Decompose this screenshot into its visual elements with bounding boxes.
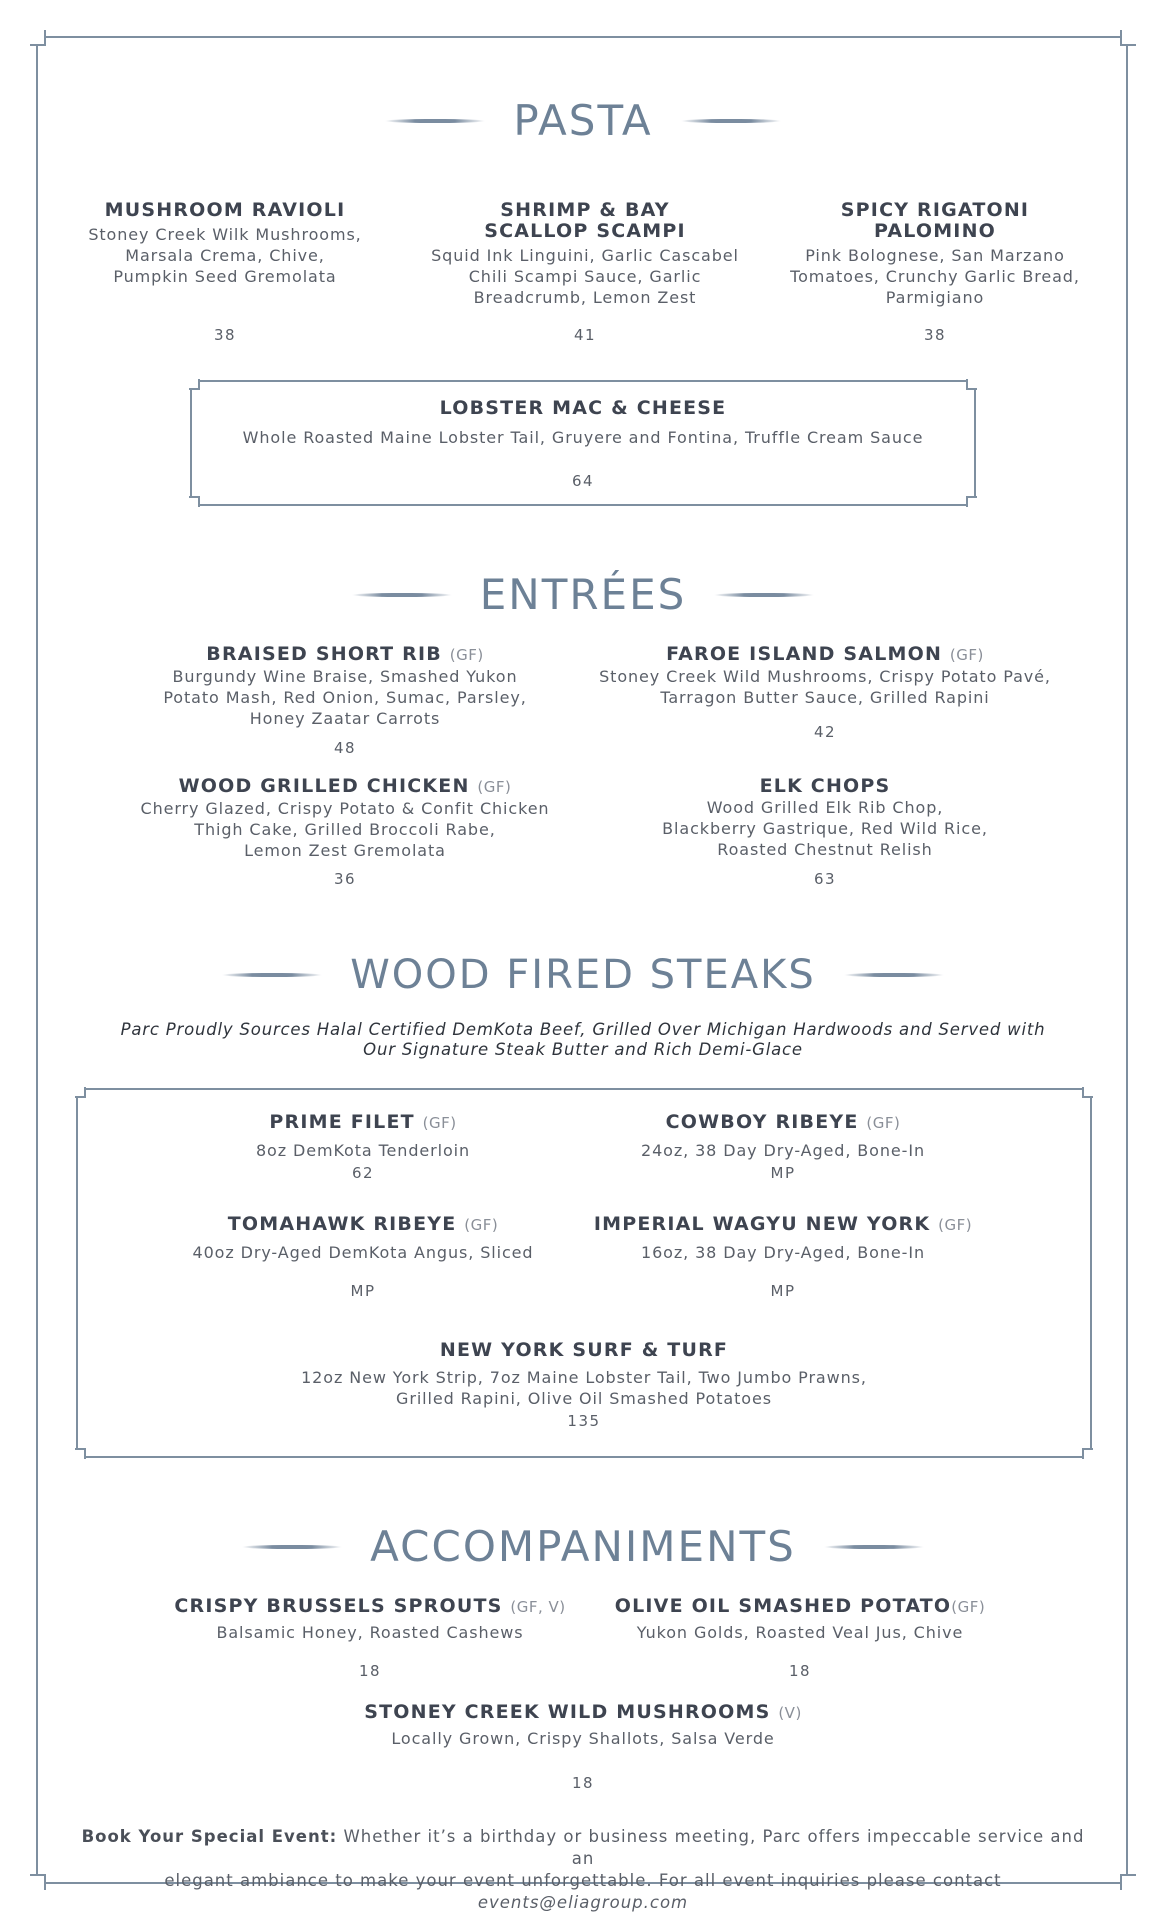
menu-item bbox=[115, 776, 575, 896]
item-price: 18 bbox=[788, 1662, 812, 1680]
section-title: ENTRÉES bbox=[479, 570, 687, 619]
item-price: 42 bbox=[813, 723, 837, 741]
item-price: 64 bbox=[571, 472, 595, 490]
special-event-note: Book Your Special Event: Whether it’s a birthday or business meeting, Parc offers impeccable service and an elegant ambiance to make your event unforgettable. For all event inquiries please contact events@eliagroup.com bbox=[81, 1827, 1085, 1912]
item-name: NEW YORK SURF & TURF bbox=[439, 1339, 729, 1361]
item-name: OLIVE OIL SMASHED POTATO(GF) bbox=[614, 1595, 986, 1617]
item-price: 62 bbox=[351, 1164, 375, 1182]
item-name: PRIME FILET (GF) bbox=[269, 1111, 457, 1133]
item-description: Squid Ink Linguini, Garlic Cascabel Chili Scampi Sauce, Garlic Breadcrumb, Lemon Zest bbox=[431, 246, 739, 307]
menu-item bbox=[585, 644, 1065, 764]
item-price: 135 bbox=[567, 1412, 601, 1430]
item-price: MP bbox=[350, 1282, 376, 1300]
item-description: 8oz DemKota Tenderloin bbox=[255, 1141, 471, 1160]
divider-swoosh bbox=[824, 1545, 924, 1549]
divider-swoosh bbox=[222, 973, 322, 977]
item-description: 16oz, 38 Day Dry-Aged, Bone-In bbox=[640, 1243, 925, 1262]
frame-corner bbox=[30, 30, 46, 46]
item-name: SHRIMP & BAY SCALLOP SCAMPI bbox=[484, 199, 686, 242]
steaks-intro: Parc Proudly Sources Halal Certified DemKota Beef, Grilled Over Michigan Hardwoods and Served with Our Signature Steak Butter and Rich Demi-Glace bbox=[120, 1020, 1046, 1059]
item-price: 38 bbox=[213, 326, 237, 344]
item-description: Yukon Golds, Roasted Veal Jus, Chive bbox=[636, 1623, 964, 1642]
divider-swoosh bbox=[844, 973, 944, 977]
item-price: 63 bbox=[813, 870, 837, 888]
frame-corner bbox=[30, 1874, 46, 1890]
item-description: Locally Grown, Crispy Shallots, Salsa Verde bbox=[391, 1729, 775, 1748]
item-description: Whole Roasted Maine Lobster Tail, Gruyere and Fontina, Truffle Cream Sauce bbox=[242, 428, 924, 447]
item-name: FAROE ISLAND SALMON (GF) bbox=[666, 643, 984, 665]
item-price: 41 bbox=[573, 326, 597, 344]
divider-swoosh bbox=[352, 593, 452, 597]
item-price: 48 bbox=[333, 739, 357, 757]
divider-swoosh bbox=[385, 119, 485, 123]
item-description: Pink Bolognese, San Marzano Tomatoes, Crunchy Garlic Bread, Parmigiano bbox=[790, 246, 1080, 307]
item-description: 40oz Dry-Aged DemKota Angus, Sliced bbox=[192, 1243, 534, 1262]
item-name: TOMAHAWK RIBEYE (GF) bbox=[227, 1213, 499, 1235]
footer-label: Book Your Special Event: bbox=[81, 1827, 338, 1846]
item-price: MP bbox=[770, 1164, 796, 1182]
section-title: ACCOMPANIMENTS bbox=[370, 1522, 796, 1571]
item-name: WOOD GRILLED CHICKEN (GF) bbox=[178, 775, 512, 797]
item-description: Burgundy Wine Braise, Smashed Yukon Potato Mash, Red Onion, Sumac, Parsley, Honey Zaatar Carrots bbox=[163, 667, 527, 728]
menu-item bbox=[600, 1596, 1000, 1686]
item-name: COWBOY RIBEYE (GF) bbox=[665, 1111, 901, 1133]
frame-corner bbox=[1120, 1874, 1136, 1890]
item-name: IMPERIAL WAGYU NEW YORK (GF) bbox=[593, 1213, 973, 1235]
steaks-box bbox=[76, 1088, 1092, 1458]
item-price: 36 bbox=[333, 870, 357, 888]
featured-box bbox=[190, 380, 976, 506]
item-description: Balsamic Honey, Roasted Cashews bbox=[216, 1623, 524, 1642]
item-name: LOBSTER MAC & CHEESE bbox=[439, 397, 727, 419]
menu-item bbox=[168, 1213, 558, 1300]
menu-item bbox=[780, 200, 1090, 350]
item-name: CRISPY BRUSSELS SPROUTS (GF, V) bbox=[174, 1595, 566, 1617]
item-name: ELK CHOPS bbox=[759, 775, 891, 797]
item-name: SPICY RIGATONI PALOMINO bbox=[840, 199, 1030, 242]
section-title: PASTA bbox=[513, 96, 653, 145]
item-price: 38 bbox=[923, 326, 947, 344]
item-description: 24oz, 38 Day Dry-Aged, Bone-In bbox=[640, 1141, 925, 1160]
item-description: Stoney Creek Wilk Mushrooms, Marsala Crema, Chive, Pumpkin Seed Gremolata bbox=[88, 225, 362, 286]
item-name: BRAISED SHORT RIB (GF) bbox=[206, 643, 484, 665]
pasta-header bbox=[0, 96, 1166, 145]
item-description: Stoney Creek Wild Mushrooms, Crispy Potato Pavé, Tarragon Butter Sauce, Grilled Rapini bbox=[599, 667, 1051, 707]
item-description: 12oz New York Strip, 7oz Maine Lobster Tail, Two Jumbo Prawns, Grilled Rapini, Olive Oil Smashed Potatoes bbox=[301, 1368, 867, 1408]
menu-item bbox=[608, 1112, 958, 1192]
menu-item bbox=[192, 397, 974, 490]
menu-item bbox=[588, 1213, 978, 1300]
menu-item bbox=[600, 776, 1050, 896]
item-price: MP bbox=[770, 1282, 796, 1300]
menu-item bbox=[420, 200, 750, 350]
email-link[interactable]: events@eliagroup.com bbox=[477, 1893, 689, 1912]
accompaniments-header bbox=[0, 1522, 1166, 1571]
menu-item bbox=[120, 644, 570, 764]
item-description: Wood Grilled Elk Rib Chop, Blackberry Gastrique, Red Wild Rice, Roasted Chestnut Relish bbox=[662, 798, 988, 859]
item-name: STONEY CREEK WILD MUSHROOMS (V) bbox=[364, 1701, 802, 1723]
item-name: MUSHROOM RAVIOLI bbox=[104, 199, 346, 221]
frame-corner bbox=[1120, 30, 1136, 46]
divider-swoosh bbox=[714, 593, 814, 597]
menu-item bbox=[170, 1596, 570, 1686]
item-price: 18 bbox=[571, 1774, 595, 1792]
item-price: 18 bbox=[358, 1662, 382, 1680]
menu-item bbox=[238, 1340, 930, 1440]
item-description: Cherry Glazed, Crispy Potato & Confit Chicken Thigh Cake, Grilled Broccoli Rabe, Lemon Zest Gremolata bbox=[140, 799, 550, 860]
steaks-header bbox=[0, 952, 1166, 998]
section-title: WOOD FIRED STEAKS bbox=[350, 952, 816, 998]
menu-item bbox=[333, 1702, 833, 1792]
divider-swoosh bbox=[681, 119, 781, 123]
menu-item bbox=[188, 1112, 538, 1192]
menu-item bbox=[70, 200, 380, 350]
entrees-header bbox=[0, 570, 1166, 619]
divider-swoosh bbox=[242, 1545, 342, 1549]
